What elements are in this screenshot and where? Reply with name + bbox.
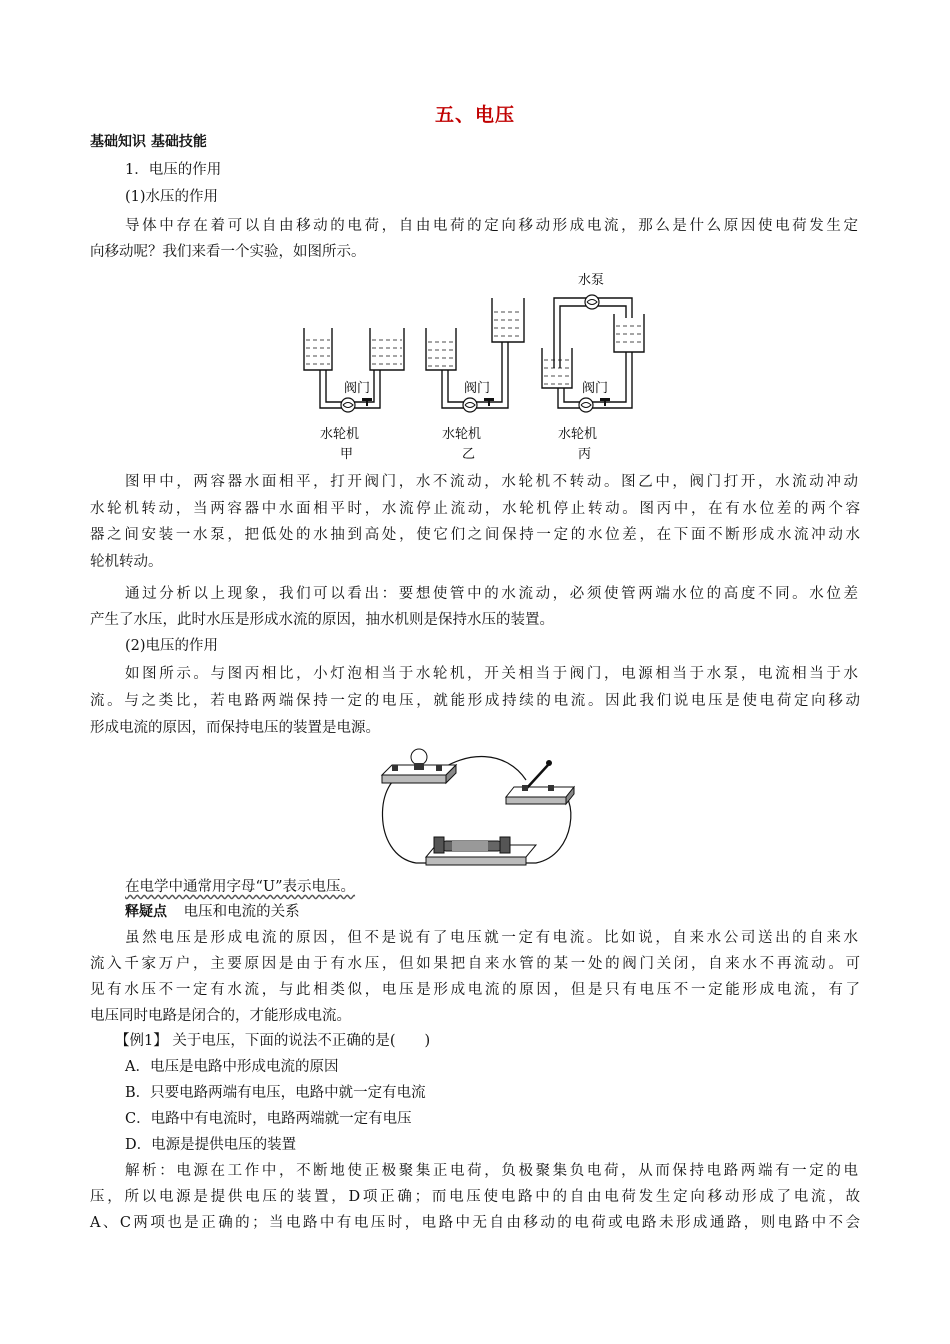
turbine-label: 水轮机 xyxy=(558,427,598,442)
option-b: B．只要电路两端有电压，电路中就一定有电流 xyxy=(125,1085,426,1101)
turbine-label: 水轮机 xyxy=(320,427,360,442)
heading-voltage: (2)电压的作用 xyxy=(125,638,219,654)
paragraph-line: 水轮机转动，当两容器中水面相平时，水流停止流动，水轮机停止转动。图丙中，在有水位差的两个容 xyxy=(90,501,860,517)
paragraph-line: 导体中存在着可以自由移动的电荷，自由电荷的定向移动形成电流，那么是什么原因使电荷发生定 xyxy=(125,218,858,234)
paragraph-line: 形成电流的原因，而保持电压的装置是电源。 xyxy=(90,720,380,736)
paragraph-line: 向移动呢？我们来看一个实验，如图所示。 xyxy=(90,244,366,260)
page-title: 五、电压 xyxy=(434,104,515,126)
turbine-label: 水轮机 xyxy=(442,427,482,442)
paragraph-line: 通过分析以上现象，我们可以看出：要想使管中的水流动，必须使管两端水位的高度不同。水位差 xyxy=(125,586,858,602)
paragraph-line: 图甲中，两容器水面相平，打开阀门，水不流动，水轮机不转动。图乙中，阀门打开，水流动冲动 xyxy=(125,474,858,490)
valve-label: 阀门 xyxy=(582,381,609,396)
water-pressure-figure xyxy=(296,268,656,466)
option-c: C．电路中有电流时，电路两端就一定有电压 xyxy=(125,1111,412,1127)
doubt-label: 释疑点 xyxy=(125,904,167,920)
caption-bing: 丙 xyxy=(578,447,592,462)
caption-jia: 甲 xyxy=(340,447,354,462)
paragraph-line: 流入千家万户，主要原因是由于有水压，但如果把自来水管的某一处的阀门关闭，自来水不再流动。可 xyxy=(90,956,860,972)
doubt-heading xyxy=(125,902,895,922)
heading-voltage-role: 1．电压的作用 xyxy=(125,162,222,178)
section-heading: 基础知识 基础技能 xyxy=(90,134,207,150)
voltage-symbol-sentence: 在电学中通常用字母“U”表示电压。 xyxy=(125,879,356,895)
option-a: A．电压是电路中形成电流的原因 xyxy=(125,1059,339,1075)
paragraph-line: 产生了水压，此时水压是形成水流的原因，抽水机则是保持水压的装置。 xyxy=(90,612,554,628)
paragraph-line: 流。与之类比，若电路两端保持一定的电压，就能形成持续的电流。因此我们说电压是使电荷定向移动 xyxy=(90,693,860,709)
caption-yi: 乙 xyxy=(462,447,476,462)
option-d: D．电源是提供电压的装置 xyxy=(125,1137,297,1153)
paragraph-line: 器之间安装一水泵，把低处的水抽到高处，使它们之间保持一定的水位差，在下面不断形成水流冲动水 xyxy=(90,527,860,543)
paragraph-line: 如图所示。与图丙相比，小灯泡相当于水轮机，开关相当于阀门，电源相当于水泵，电流相当于水 xyxy=(125,666,858,682)
analysis-line: A、C两项也是正确的；当电路中有电压时，电路中无自由移动的电荷或电路未形成通路，则电路中不会 xyxy=(90,1215,860,1231)
pump-label: 水泵 xyxy=(578,273,605,288)
doubt-title: 电压和电流的关系 xyxy=(183,904,300,920)
example-question: 【例1】 关于电压，下面的说法不正确的是( ) xyxy=(115,1033,431,1049)
valve-label: 阀门 xyxy=(344,381,371,396)
paragraph-line: 电压同时电路是闭合的，才能形成电流。 xyxy=(90,1008,351,1024)
analysis-line: 解析：电源在工作中，不断地使正极聚集正电荷，负极聚集负电荷，从而保持电路两端有一定的电 xyxy=(125,1163,858,1179)
heading-water-pressure: (1)水压的作用 xyxy=(125,189,219,205)
circuit-figure xyxy=(376,745,576,867)
paragraph-line: 轮机转动。 xyxy=(90,554,163,570)
analysis-line: 压，所以电源是提供电压的装置，D项正确；而电压使电路中的自由电荷发生定向移动形成了电流，故 xyxy=(90,1189,860,1205)
paragraph-line: 虽然电压是形成电流的原因，但不是说有了电压就一定有电流。比如说，自来水公司送出的自来水 xyxy=(125,930,858,946)
paragraph-line: 见有水压不一定有水流，与此相类似，电压是形成电流的原因，但是只有电压不一定能形成电流，有了 xyxy=(90,982,860,998)
paragraph-line xyxy=(125,877,895,897)
valve-label: 阀门 xyxy=(464,381,491,396)
